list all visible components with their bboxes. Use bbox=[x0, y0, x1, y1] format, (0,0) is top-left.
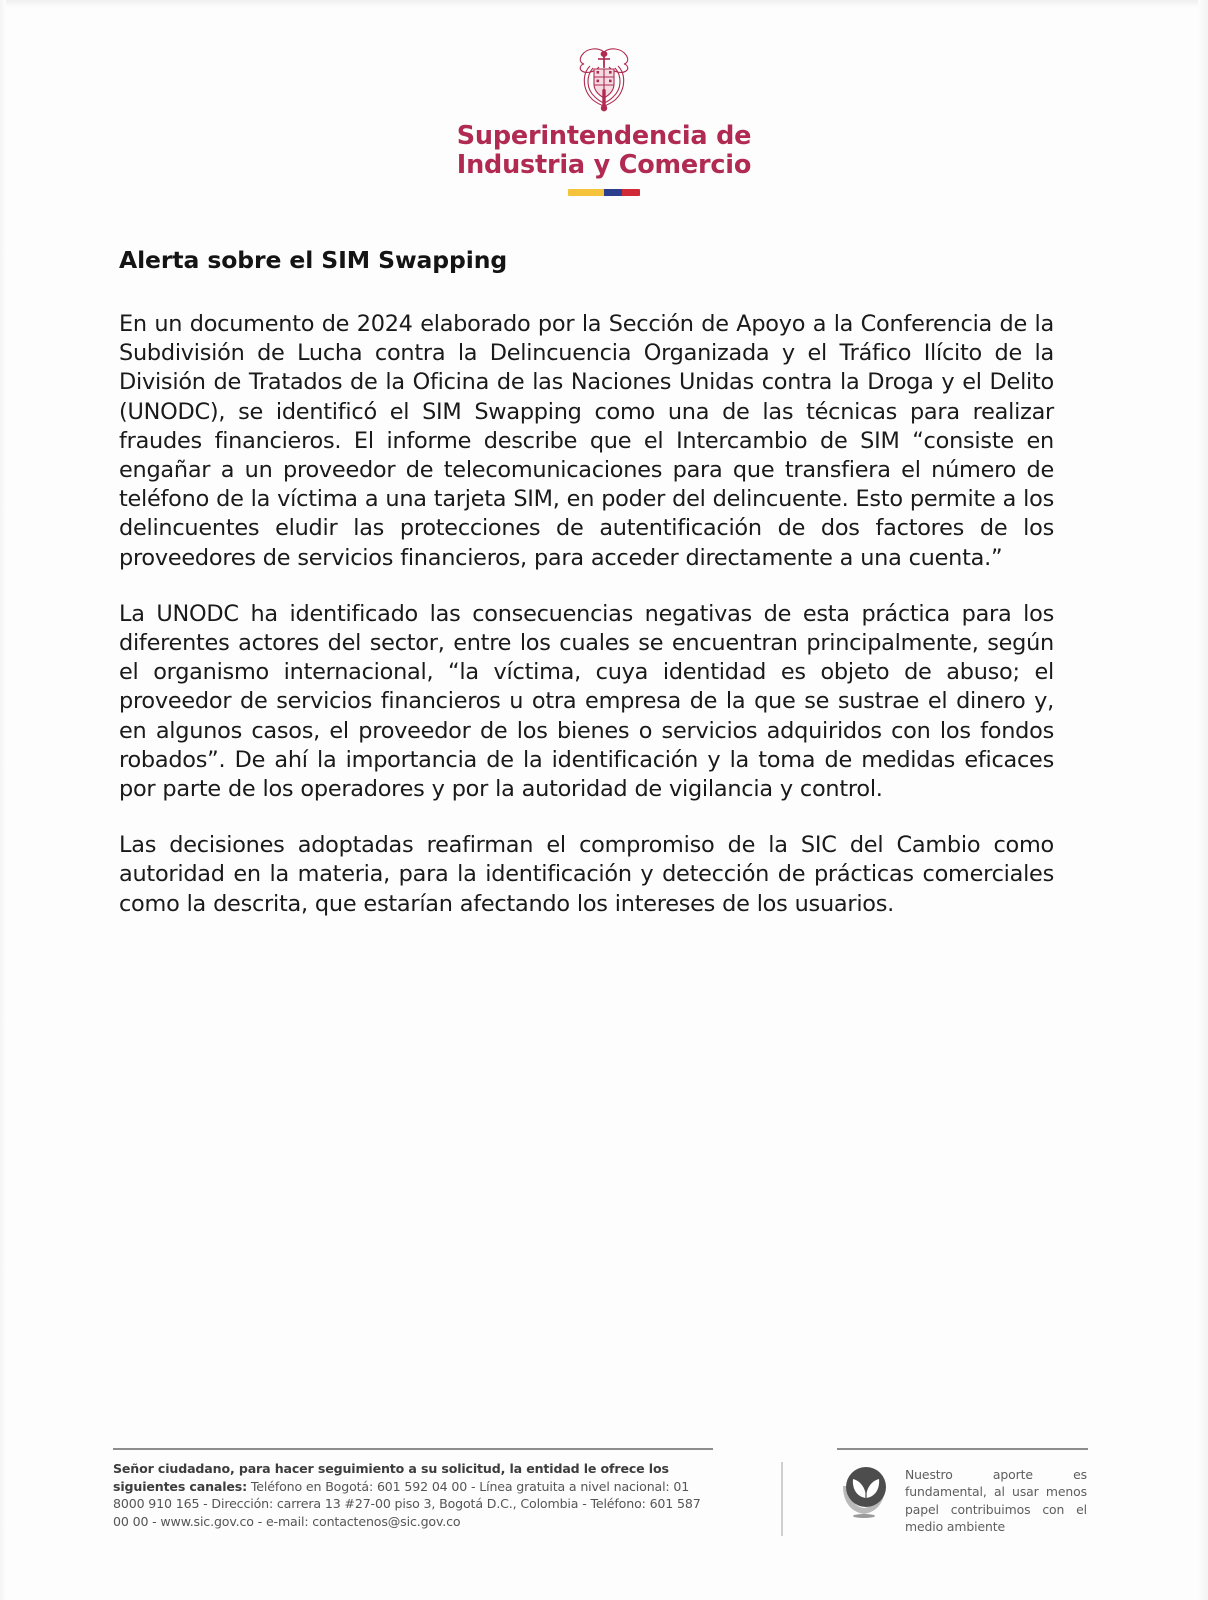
brand-line-1: Superintendencia de bbox=[456, 121, 752, 151]
eco-leaf-icon bbox=[837, 1462, 891, 1520]
body-paragraph-1: En un documento de 2024 elaborado por la Sección de Apoyo a la Conferencia de la Subdivisión de Lucha contra la Delincuencia Organizada y el Tráfico Ilícito de la División de Tratados de la Oficina de las Naciones Unidas contra la Droga y el Delito (UNODC), se identificó el SIM Swapping como una de las técnicas para realizar fraudes financieros. El informe describe que el Intercambio de SIM “consiste en engañar a un proveedor de telecomunicaciones para que transfiera el número de teléfono de la víctima a una tarjeta SIM, en poder del delincuente. Esto permite a los delincuentes eludir las protecciones de autentificación de dos factores de los proveedores de servicios financieros, para acceder directamente a una cuenta.” bbox=[119, 311, 1054, 571]
footer-contact-lead: Señor ciudadano, para hacer seguimiento a su solicitud, la entidad le ofrece los siguientes canales: bbox=[113, 1461, 669, 1494]
scan-right-edge bbox=[1198, 0, 1208, 1600]
colombia-coat-of-arms-icon bbox=[573, 46, 635, 112]
flag-stripe-yellow bbox=[568, 189, 604, 196]
colombia-flag-bar bbox=[568, 189, 640, 196]
scan-left-edge bbox=[0, 0, 6, 1600]
scan-top-edge bbox=[0, 0, 1208, 7]
footer-contact-block bbox=[113, 1448, 713, 1530]
eco-message-text: Nuestro aporte es fundamental, al usar menos papel contribuimos con el medio ambiente bbox=[905, 1467, 1087, 1535]
document-masthead bbox=[0, 46, 1208, 196]
footer-vertical-divider bbox=[781, 1462, 783, 1536]
page-title: Alerta sobre el SIM Swapping bbox=[119, 246, 508, 274]
footer-eco-block bbox=[837, 1448, 1088, 1536]
body-paragraph-2: La UNODC ha identificado las consecuencias negativas de esta práctica para los diferentes actores del sector, entre los cuales se encuentran principalmente, según el organismo internacional, “la víctima, cuya identidad es objeto de abuso; el proveedor de servicios financieros u otra empresa de la que se sustrae el dinero y, en algunos casos, el proveedor de los bienes o servicios adquiridos con los fondos robados”. De ahí la importancia de la identificación y la toma de medidas eficaces por parte de los operadores y por la autoridad de vigilancia y control. bbox=[119, 600, 1054, 803]
brand-wordmark bbox=[457, 122, 752, 180]
document-content bbox=[119, 246, 1054, 919]
footer-contact-body: Teléfono en Bogotá: 601 592 04 00 - Línea gratuita a nivel nacional: 01 8000 910 165 - Dirección: carrera 13 #27-00 piso 3, Bogotá D.C., Colombia - Teléfono: 601 587 00 00 - www.sic.gov.co - e-mail: contactenos@sic.gov.co bbox=[113, 1478, 701, 1529]
body-paragraph-3: Las decisiones adoptadas reafirman el compromiso de la SIC del Cambio como autoridad en la materia, para la identificación y detección de prácticas comerciales como la descrita, que estarían afectando los intereses de los usuarios. bbox=[119, 832, 1054, 917]
flag-stripe-red bbox=[622, 189, 640, 196]
brand-line-2: Industria y Comercio bbox=[456, 150, 752, 181]
flag-stripe-blue bbox=[604, 189, 622, 196]
footer-contact-text bbox=[113, 1460, 713, 1530]
document-footer bbox=[113, 1448, 1088, 1544]
